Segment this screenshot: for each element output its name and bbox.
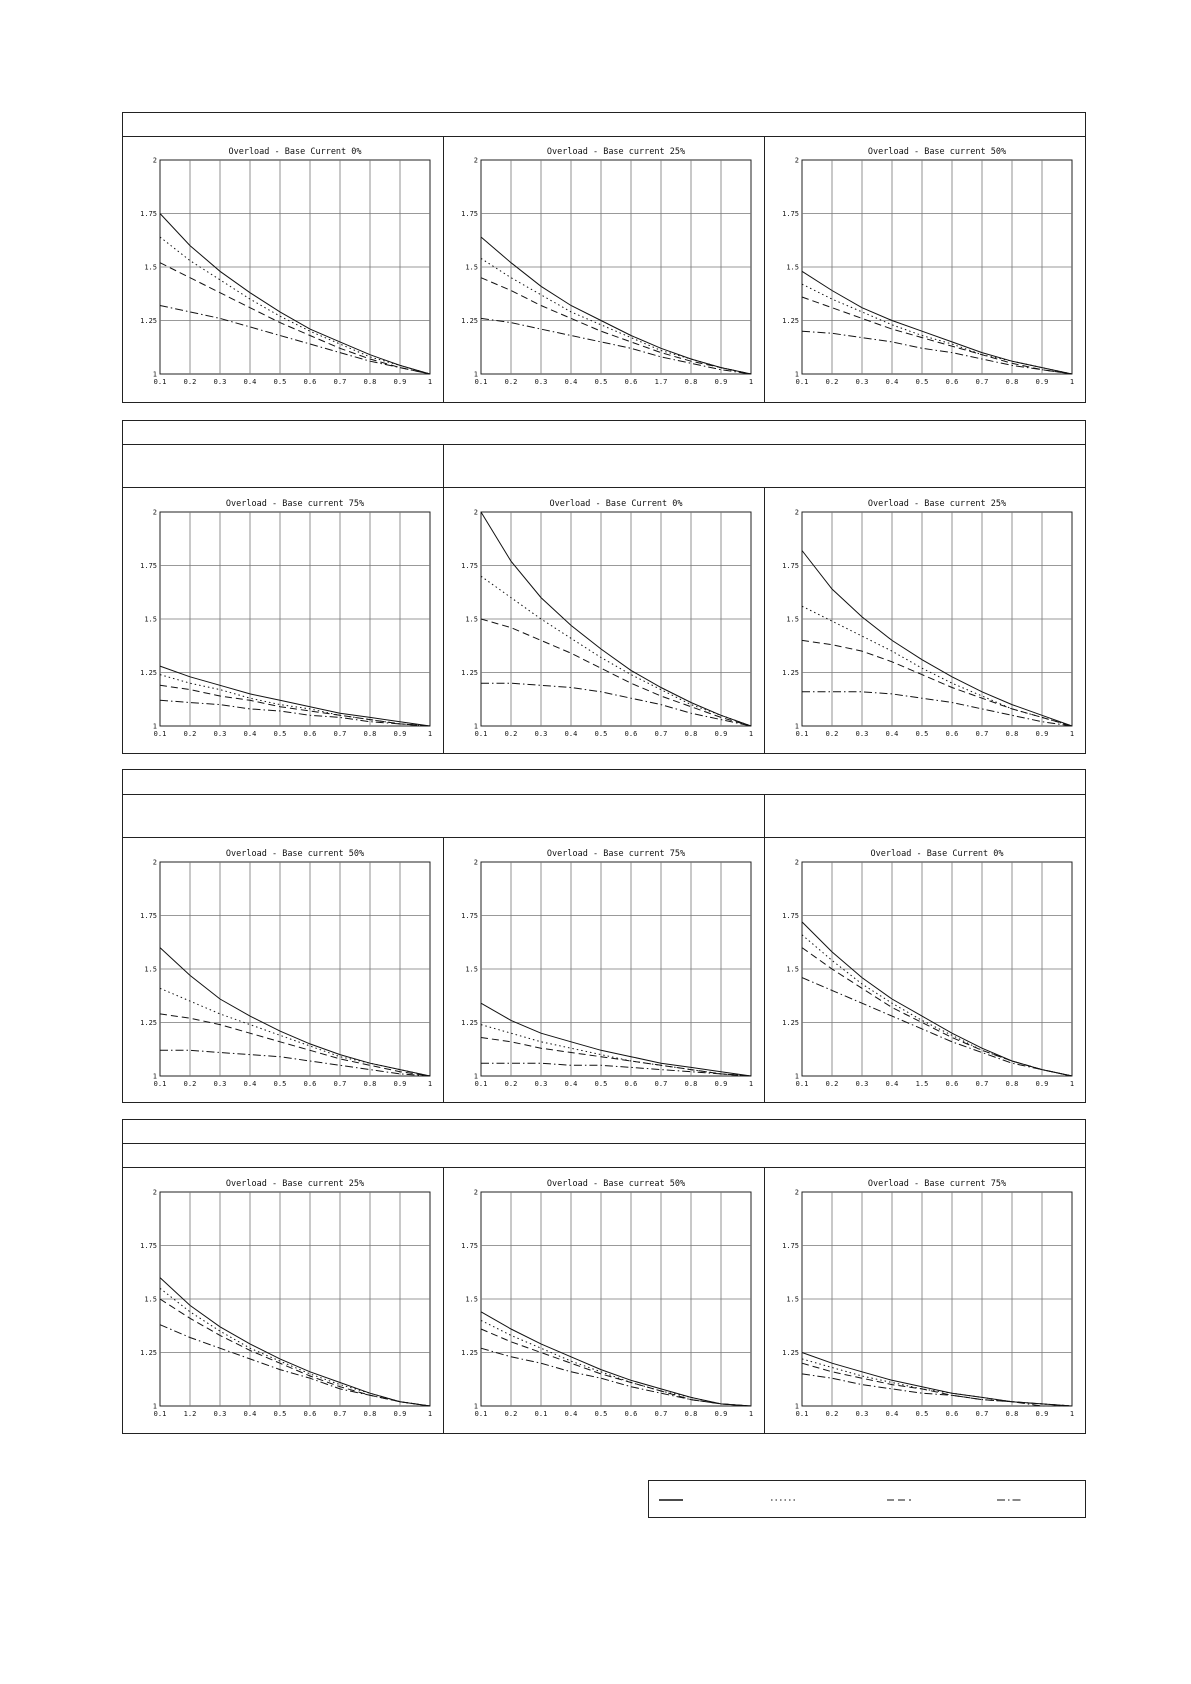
x-tick-label: 0.6 — [945, 378, 959, 386]
x-tick-label: 0.8 — [684, 378, 698, 386]
y-tick-label: 1 — [473, 370, 478, 379]
y-tick-label: 1.25 — [461, 669, 478, 677]
x-tick-label: 0.3 — [534, 1080, 548, 1088]
series-line-4 — [481, 1348, 751, 1406]
x-tick-label: 0.4 — [564, 1080, 578, 1088]
y-tick-label: 1.75 — [461, 562, 478, 570]
y-tick-label: 1.75 — [461, 912, 478, 920]
x-tick-label: 0.1 — [474, 1410, 488, 1418]
series-line-2 — [160, 988, 430, 1076]
x-tick-label: 0.7 — [333, 1080, 347, 1088]
y-tick-label: 1 — [794, 370, 799, 379]
y-tick-label: 1 — [152, 722, 157, 731]
x-tick-label: 0.9 — [1035, 1410, 1049, 1418]
x-tick-label: 0.1 — [534, 1410, 548, 1418]
section-3-header-divider — [122, 794, 1086, 795]
y-tick-label: 1.25 — [782, 1349, 799, 1357]
section-3-subheader-split — [764, 794, 765, 1103]
y-tick-label: 1.75 — [140, 912, 157, 920]
x-tick-label: 0.6 — [303, 730, 317, 738]
chart-5 — [449, 492, 761, 750]
series-line-4 — [160, 306, 430, 375]
y-tick-label: 2 — [794, 156, 799, 165]
y-tick-label: 1.75 — [461, 1242, 478, 1250]
x-tick-label: 0.8 — [1005, 1080, 1019, 1088]
x-tick-label: 0.1 — [153, 1080, 167, 1088]
y-tick-label: 1 — [473, 1072, 478, 1081]
series-line-3 — [802, 948, 1072, 1076]
x-tick-label: 0.2 — [825, 378, 839, 386]
series-line-3 — [160, 263, 430, 374]
x-tick-label: 0.2 — [504, 1410, 518, 1418]
chart-title: Overload - Base current 75% — [225, 499, 365, 509]
section-3-subheader-divider — [122, 837, 1086, 838]
y-tick-label: 1.25 — [461, 1019, 478, 1027]
y-tick-label: 2 — [152, 156, 157, 165]
series-line-1 — [481, 1312, 751, 1406]
series-line-1 — [802, 271, 1072, 374]
series-line-2 — [802, 606, 1072, 726]
x-tick-label: 0.8 — [363, 1080, 377, 1088]
y-tick-label: 1.75 — [782, 562, 799, 570]
chart-8 — [449, 842, 761, 1100]
y-tick-label: 1.75 — [782, 210, 799, 218]
section-2-col-divider-2 — [764, 487, 765, 754]
x-tick-label: 0.5 — [273, 730, 287, 738]
section-4-subheader-divider — [122, 1167, 1086, 1168]
x-tick-label: 0.8 — [1005, 1410, 1019, 1418]
section-3-col-divider-1 — [443, 837, 444, 1103]
chart-title: Overload - Base current 25% — [546, 147, 686, 157]
chart-9 — [770, 842, 1082, 1100]
y-tick-label: 2 — [152, 508, 157, 517]
x-tick-label: 0.6 — [303, 1410, 317, 1418]
x-tick-label: 0.4 — [885, 1080, 899, 1088]
series-line-1 — [160, 1278, 430, 1406]
section-1-col-divider-1 — [443, 136, 444, 403]
legend — [648, 1480, 1086, 1518]
x-tick-label: 0.6 — [945, 1080, 959, 1088]
series-line-2 — [802, 935, 1072, 1076]
x-tick-label: 0.9 — [393, 1080, 407, 1088]
series-line-3 — [802, 297, 1072, 374]
chart-title: Overload - Base Current 0% — [870, 849, 1004, 859]
x-tick-label: 0.7 — [975, 1410, 989, 1418]
chart-10 — [128, 1172, 440, 1430]
y-tick-label: 1.75 — [461, 210, 478, 218]
x-tick-label: 0.9 — [1035, 1080, 1049, 1088]
y-tick-label: 1.5 — [786, 615, 799, 624]
y-tick-label: 1.25 — [140, 669, 157, 677]
y-tick-label: 2 — [794, 858, 799, 867]
x-tick-label: 0.2 — [183, 378, 197, 386]
x-tick-label: 0.9 — [393, 730, 407, 738]
x-tick-label: 1.5 — [915, 1080, 929, 1088]
x-tick-label: 0.5 — [915, 378, 929, 386]
x-tick-label: 0.2 — [504, 378, 518, 386]
x-tick-label: 0.6 — [624, 730, 638, 738]
series-line-4 — [481, 683, 751, 726]
series-line-2 — [160, 237, 430, 374]
section-1-col-divider-2 — [764, 136, 765, 403]
x-tick-label: 0.1 — [795, 378, 809, 386]
chart-1 — [128, 140, 440, 398]
series-line-1 — [160, 666, 430, 726]
series-line-2 — [802, 284, 1072, 374]
series-line-1 — [802, 922, 1072, 1076]
chart-12 — [770, 1172, 1082, 1430]
series-line-2 — [160, 675, 430, 726]
series-line-4 — [802, 978, 1072, 1076]
x-tick-label: 0.6 — [624, 1080, 638, 1088]
x-tick-label: 0.3 — [534, 378, 548, 386]
series-line-3 — [802, 1363, 1072, 1406]
x-tick-label: 0.3 — [534, 730, 548, 738]
x-tick-label: 0.3 — [213, 730, 227, 738]
x-tick-label: 0.4 — [243, 1410, 257, 1418]
x-tick-label: 1 — [1069, 730, 1075, 738]
x-tick-label: 0.1 — [153, 1410, 167, 1418]
x-tick-label: 1 — [427, 730, 433, 738]
x-tick-label: 0.2 — [825, 730, 839, 738]
y-tick-label: 1.5 — [465, 1295, 478, 1304]
y-tick-label: 1 — [794, 1072, 799, 1081]
y-tick-label: 1.5 — [465, 615, 478, 624]
x-tick-label: 0.5 — [915, 730, 929, 738]
y-tick-label: 1.75 — [140, 562, 157, 570]
x-tick-label: 0.2 — [825, 1410, 839, 1418]
x-tick-label: 0.2 — [183, 730, 197, 738]
y-tick-label: 1.25 — [140, 1019, 157, 1027]
x-tick-label: 0.8 — [363, 1410, 377, 1418]
x-tick-label: 0.4 — [564, 378, 578, 386]
x-tick-label: 0.7 — [654, 730, 668, 738]
x-tick-label: 0.9 — [714, 1080, 728, 1088]
x-tick-label: 1.2 — [183, 1410, 197, 1418]
y-tick-label: 2 — [794, 508, 799, 517]
series-line-1 — [802, 1353, 1072, 1407]
y-tick-label: 1.5 — [465, 263, 478, 272]
series-line-2 — [481, 576, 751, 726]
chart-4 — [128, 492, 440, 750]
section-4-header-divider — [122, 1143, 1086, 1144]
y-tick-label: 1 — [152, 1072, 157, 1081]
y-tick-label: 1.25 — [461, 1349, 478, 1357]
series-line-3 — [481, 278, 751, 374]
y-tick-label: 1.75 — [782, 1242, 799, 1250]
x-tick-label: 0.1 — [474, 1080, 488, 1088]
x-tick-label: 0.3 — [855, 378, 869, 386]
series-line-3 — [481, 1329, 751, 1406]
x-tick-label: 0.5 — [273, 1410, 287, 1418]
y-tick-label: 1.75 — [140, 1242, 157, 1250]
x-tick-label: 1.7 — [654, 378, 668, 386]
x-tick-label: 1 — [427, 1410, 433, 1418]
x-tick-label: 1 — [1069, 1410, 1075, 1418]
x-tick-label: 1 — [748, 730, 754, 738]
y-tick-label: 1 — [152, 370, 157, 379]
x-tick-label: 0.6 — [624, 378, 638, 386]
x-tick-label: 0.5 — [273, 1080, 287, 1088]
y-tick-label: 1.5 — [144, 965, 157, 974]
y-tick-label: 1.75 — [782, 912, 799, 920]
x-tick-label: 0.6 — [945, 1410, 959, 1418]
y-tick-label: 1.5 — [786, 263, 799, 272]
x-tick-label: 0.7 — [975, 1080, 989, 1088]
y-tick-label: 1.5 — [144, 263, 157, 272]
chart-title: Overload - Base current 25% — [225, 1179, 365, 1189]
y-tick-label: 1 — [473, 722, 478, 731]
x-tick-label: 0.1 — [795, 730, 809, 738]
x-tick-label: 0.1 — [474, 378, 488, 386]
x-tick-label: 1 — [427, 378, 433, 386]
x-tick-label: 1 — [748, 378, 754, 386]
x-tick-label: 1 — [748, 1080, 754, 1088]
series-line-1 — [481, 1003, 751, 1076]
y-tick-label: 1.25 — [140, 1349, 157, 1357]
series-line-1 — [481, 237, 751, 374]
chart-3 — [770, 140, 1082, 398]
x-tick-label: 0.8 — [363, 378, 377, 386]
y-tick-label: 2 — [794, 1188, 799, 1197]
y-tick-label: 1 — [794, 1402, 799, 1411]
x-tick-label: 1 — [1069, 378, 1075, 386]
x-tick-label: 0.4 — [243, 730, 257, 738]
x-tick-label: 0.5 — [594, 378, 608, 386]
chart-title: Overload - Base Current 0% — [228, 147, 362, 157]
x-tick-label: 0.9 — [714, 378, 728, 386]
x-tick-label: 0.5 — [915, 1410, 929, 1418]
y-tick-label: 1 — [794, 722, 799, 731]
chart-title: Overload - Base current 50% — [225, 849, 365, 859]
x-tick-label: 0.5 — [594, 1080, 608, 1088]
section-4-col-divider-1 — [443, 1167, 444, 1434]
chart-title: Overload - Base curreat 50% — [546, 1179, 686, 1189]
y-tick-label: 1.25 — [782, 669, 799, 677]
series-line-2 — [481, 1320, 751, 1406]
y-tick-label: 1.5 — [786, 1295, 799, 1304]
x-tick-label: 0.9 — [714, 1410, 728, 1418]
y-tick-label: 2 — [152, 1188, 157, 1197]
y-tick-label: 1.25 — [140, 317, 157, 325]
x-tick-label: 0.5 — [594, 730, 608, 738]
section-2-subheader-split — [443, 444, 444, 754]
x-tick-label: 0.9 — [1035, 730, 1049, 738]
chart-6 — [770, 492, 1082, 750]
x-tick-label: 0.8 — [1005, 730, 1019, 738]
x-tick-label: 0.4 — [885, 730, 899, 738]
x-tick-label: 0.8 — [1005, 378, 1019, 386]
chart-title: Overload - Base Current 0% — [549, 499, 683, 509]
y-tick-label: 1.5 — [465, 965, 478, 974]
x-tick-label: 0.2 — [504, 1080, 518, 1088]
x-tick-label: 0.3 — [213, 378, 227, 386]
x-tick-label: 0.5 — [594, 1410, 608, 1418]
x-tick-label: 0.4 — [885, 1410, 899, 1418]
y-tick-label: 1.75 — [140, 210, 157, 218]
x-tick-label: 0.3 — [213, 1080, 227, 1088]
x-tick-label: 0.2 — [825, 1080, 839, 1088]
x-tick-label: 1 — [1069, 1080, 1075, 1088]
y-tick-label: 2 — [473, 156, 478, 165]
x-tick-label: 0.1 — [474, 730, 488, 738]
x-tick-label: 0.8 — [684, 1080, 698, 1088]
x-tick-label: 0.7 — [333, 1410, 347, 1418]
x-tick-label: 0.6 — [303, 378, 317, 386]
x-tick-label: 0.8 — [363, 730, 377, 738]
x-tick-label: 0.6 — [945, 730, 959, 738]
x-tick-label: 0.8 — [684, 730, 698, 738]
legend-samples — [649, 1481, 1085, 1517]
series-line-4 — [481, 1063, 751, 1076]
x-tick-label: 0.4 — [564, 1410, 578, 1418]
y-tick-label: 2 — [473, 508, 478, 517]
y-tick-label: 1.5 — [786, 965, 799, 974]
series-line-4 — [160, 1050, 430, 1076]
series-line-3 — [802, 640, 1072, 726]
y-tick-label: 2 — [152, 858, 157, 867]
x-tick-label: 0.9 — [714, 730, 728, 738]
x-tick-label: 0.2 — [504, 730, 518, 738]
chart-title: Overload - Base current 25% — [867, 499, 1007, 509]
y-tick-label: 1.25 — [782, 317, 799, 325]
x-tick-label: 0.1 — [795, 1080, 809, 1088]
x-tick-label: 0.1 — [153, 730, 167, 738]
x-tick-label: 0.2 — [183, 1080, 197, 1088]
series-line-3 — [160, 1014, 430, 1076]
x-tick-label: 1 — [748, 1410, 754, 1418]
x-tick-label: 0.7 — [654, 1080, 668, 1088]
x-tick-label: 0.7 — [333, 730, 347, 738]
y-tick-label: 1.25 — [461, 317, 478, 325]
x-tick-label: 0.3 — [855, 1410, 869, 1418]
chart-title: Overload - Base current 75% — [546, 849, 686, 859]
x-tick-label: 0.4 — [564, 730, 578, 738]
section-2-subheader-divider — [122, 487, 1086, 488]
x-tick-label: 0.9 — [1035, 378, 1049, 386]
y-tick-label: 1 — [473, 1402, 478, 1411]
y-tick-label: 1 — [152, 1402, 157, 1411]
series-line-2 — [481, 258, 751, 374]
series-line-1 — [802, 551, 1072, 727]
x-tick-label: 0.6 — [303, 1080, 317, 1088]
series-line-2 — [160, 1288, 430, 1406]
y-tick-label: 2 — [473, 858, 478, 867]
chart-7 — [128, 842, 440, 1100]
series-line-2 — [481, 1025, 751, 1076]
y-tick-label: 1.5 — [144, 1295, 157, 1304]
x-tick-label: 0.6 — [624, 1410, 638, 1418]
x-tick-label: 1 — [427, 1080, 433, 1088]
x-tick-label: 0.9 — [393, 1410, 407, 1418]
x-tick-label: 0.9 — [393, 378, 407, 386]
x-tick-label: 0.1 — [153, 378, 167, 386]
x-tick-label: 0.5 — [273, 378, 287, 386]
chart-2 — [449, 140, 761, 398]
section-1-header-divider — [122, 136, 1086, 137]
y-tick-label: 2 — [473, 1188, 478, 1197]
y-tick-label: 1.5 — [144, 615, 157, 624]
chart-title: Overload - Base current 75% — [867, 1179, 1007, 1189]
x-tick-label: 0.7 — [975, 378, 989, 386]
x-tick-label: 0.7 — [654, 1410, 668, 1418]
x-tick-label: 0.3 — [855, 730, 869, 738]
chart-title: Overload - Base current 50% — [867, 147, 1007, 157]
series-line-1 — [160, 214, 430, 375]
x-tick-label: 0.7 — [975, 730, 989, 738]
x-tick-label: 0.1 — [795, 1410, 809, 1418]
x-tick-label: 0.4 — [885, 378, 899, 386]
x-tick-label: 0.3 — [213, 1410, 227, 1418]
x-tick-label: 0.4 — [243, 1080, 257, 1088]
series-line-1 — [160, 948, 430, 1076]
x-tick-label: 0.8 — [684, 1410, 698, 1418]
x-tick-label: 0.4 — [243, 378, 257, 386]
x-tick-label: 0.3 — [855, 1080, 869, 1088]
x-tick-label: 0.7 — [333, 378, 347, 386]
y-tick-label: 1.25 — [782, 1019, 799, 1027]
section-4-col-divider-2 — [764, 1167, 765, 1434]
series-line-4 — [802, 692, 1072, 726]
chart-11 — [449, 1172, 761, 1430]
series-line-4 — [802, 331, 1072, 374]
section-2-header-divider — [122, 444, 1086, 445]
